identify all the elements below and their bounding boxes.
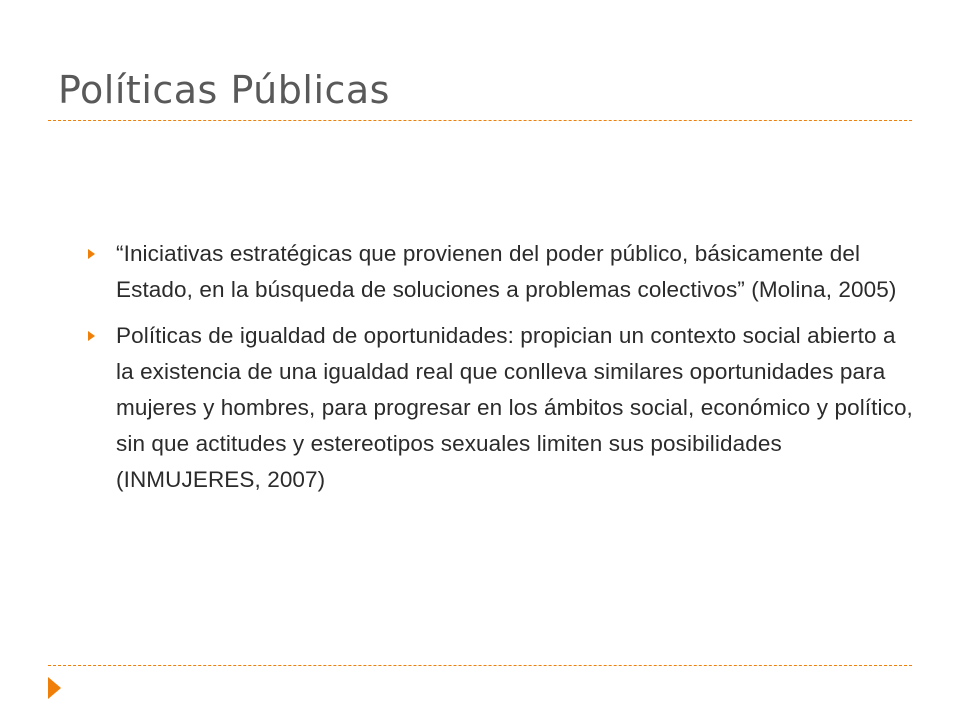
bullet-list xyxy=(88,236,918,508)
footer-divider xyxy=(48,665,912,666)
title-divider xyxy=(48,120,912,121)
bullet-item xyxy=(88,236,918,308)
bullet-text: Políticas de igualdad de oportunidades: propician un contexto social abierto a la existencia de una igualdad real que conlleva similares oportunidades para mujeres y hombres, para progresar en los ámbitos social, económico y político, sin que actitudes y estereotipos sexuales limiten sus posibilidades (INMUJERES, 2007) xyxy=(116,323,913,492)
bullet-item xyxy=(88,318,918,498)
footer-triangle-right-icon xyxy=(48,677,61,699)
bullet-text: “Iniciativas estratégicas que provienen del poder público, básicamente del Estado, en la búsqueda de soluciones a problemas colectivos” (Molina, 2005) xyxy=(116,241,897,302)
slide-title: Políticas Públicas xyxy=(58,68,390,112)
triangle-right-icon xyxy=(88,331,95,341)
triangle-right-icon xyxy=(88,249,95,259)
